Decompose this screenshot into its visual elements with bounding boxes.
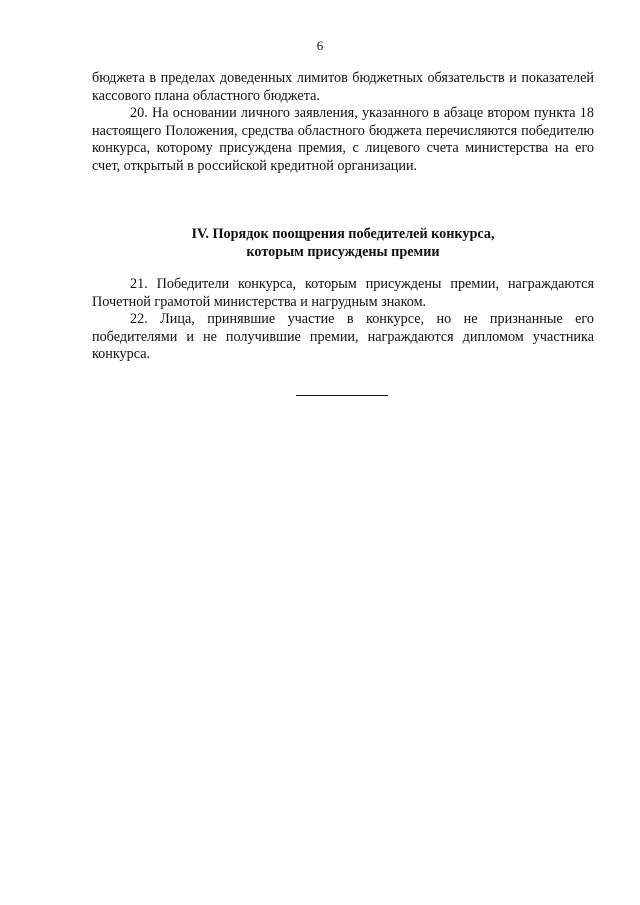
paragraph-item-20: 20. На основании личного заявления, указанного в абзаце втором пункта 18 настоящего Положения, средства областного бюджета перечисляются победителю конкурса, которому присуждена премия, с лицевого счета министерства на его счет, открытый в российской кредитной организации. (92, 105, 594, 174)
end-of-document-rule (296, 395, 388, 396)
section-heading-line-2: которым присуждены премии (246, 243, 440, 260)
section-heading-line-1: IV. Порядок поощрения победителей конкурса, (191, 226, 495, 242)
section-heading (92, 226, 594, 261)
text-block-section-iv (92, 276, 594, 364)
paragraph-continuation: бюджета в пределах доведенных лимитов бюджетных обязательств и показателей кассового плана областного бюджета. (92, 70, 594, 104)
page-number: 6 (316, 38, 324, 53)
paragraph-item-21: 21. Победители конкурса, которым присуждены премии, награждаются Почетной грамотой министерства и нагрудным знаком. (92, 276, 594, 310)
paragraph-item-22: 22. Лица, принявшие участие в конкурсе, но не признанные его победителями и не получившие премии, награждаются дипломом участника конкурса. (92, 311, 594, 363)
text-block-top (92, 70, 594, 176)
